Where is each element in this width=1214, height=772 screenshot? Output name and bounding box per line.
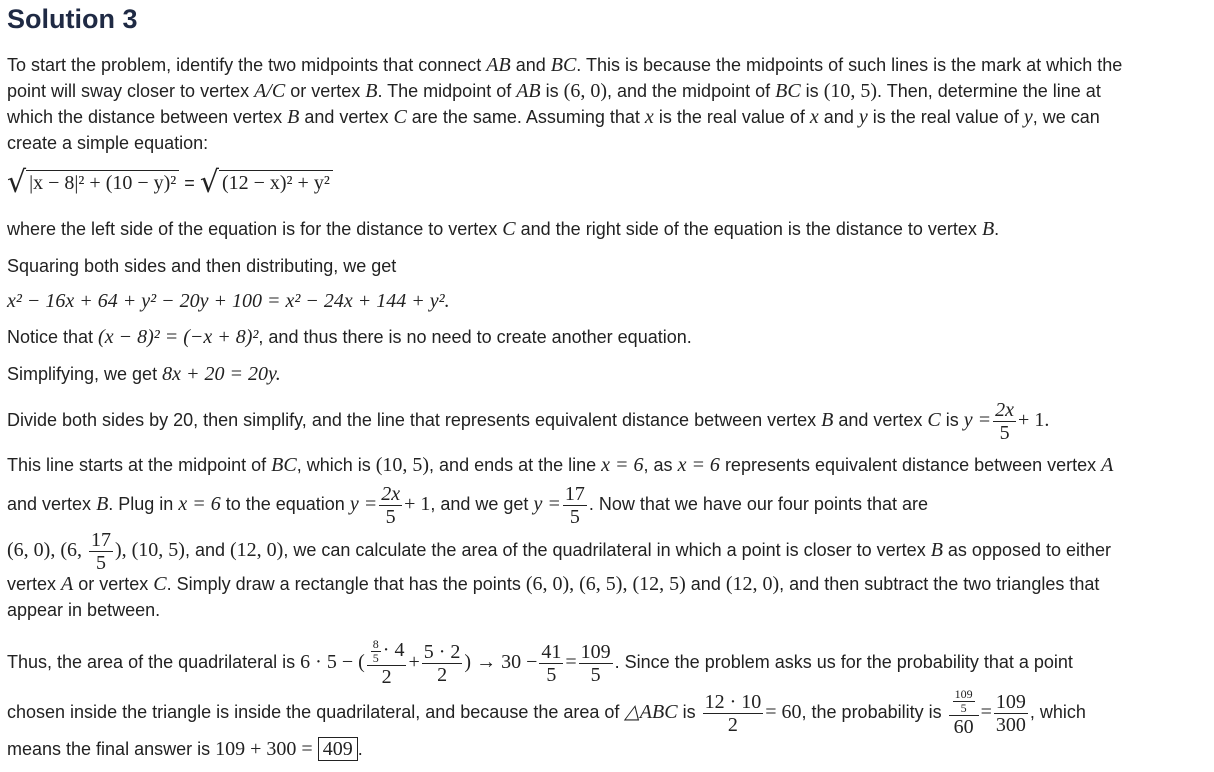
paragraph-divide [7,394,1207,446]
math-sum: 109 + 300 = [215,738,313,760]
fraction-numerator: 109 [995,690,1026,713]
fraction-denominator: 2 [381,666,392,689]
fraction-numerator: 17 [90,528,111,551]
equation-distance [7,165,1207,200]
fraction-numerator: 17 [564,482,585,505]
fraction-17-5 [563,483,587,528]
text: To start the problem, identify the two midpoints that connect [7,55,487,75]
text: Simplifying, we get [7,364,163,384]
paragraph-line-2 [7,79,1207,103]
math-b: B [96,493,109,515]
equation-expanded [7,289,1207,313]
math-plus: + [408,651,420,673]
equals-sign: = [179,173,200,193]
math-equals-60: = 60 [765,701,802,723]
fraction-numerator-rest: · 4 [382,639,405,662]
text: , which [1029,702,1086,722]
fraction-numerator: 109 [580,640,611,663]
paragraph-appear: appear in between. [7,600,161,620]
math-ac: A/C [254,80,286,102]
text: , we can [1032,107,1100,127]
text: , and the midpoint of [607,81,776,101]
text: is [677,702,701,722]
text: chosen inside the triangle is inside the quadrilateral, and because the area of [7,702,625,722]
fraction-2x-5 [993,399,1016,444]
paragraph-line-1 [7,53,1207,77]
text: or vertex [73,574,154,594]
math-bc: BC [775,80,801,102]
math-bc: BC [550,54,577,76]
math-plus-one: + 1 [404,493,431,515]
text: , as [643,455,678,475]
math-plus-one: + 1. [1018,409,1050,431]
text: is the real value of [867,107,1024,127]
paragraph-probability [7,682,1207,742]
text: to the equation [220,494,350,514]
text: point will sway closer to vertex [7,81,255,101]
math-y-equals: y = [963,409,992,431]
math-a: A [1101,454,1114,476]
math-x-equals-6: x = 6 [677,454,720,476]
math-c: C [153,573,167,595]
sqrt-left: √ |x − 8|² + (10 − y)² [7,170,179,196]
math-c: C [393,106,407,128]
fraction-numerator: 2x [995,398,1015,421]
text: where the left side of the equation is for the distance to vertex [7,219,503,239]
fraction-2x-5 [379,483,402,528]
fraction-numerator: 41 [541,640,562,663]
text: Divide both sides by 20, then simplify, and the line that represents equivalent distance between vertex [7,410,822,430]
text: which the distance between vertex [7,107,288,127]
text: or vertex [285,81,366,101]
text: , and [184,540,231,560]
text: and [818,107,859,127]
fraction-numerator: 109 [954,687,973,702]
text: and vertex [299,107,394,127]
fraction-area-triangle-1 [367,638,407,688]
text: , and thus there is no need to create another equation. [258,327,692,347]
fraction-17-5 [89,529,113,574]
math-ab: AB [486,54,511,76]
fraction-numerator: 2x [381,482,401,505]
fraction-denominator: 5 [999,421,1010,444]
text: vertex [7,574,62,594]
text: . This is because the midpoints of such lines is the mark at which the [576,55,1123,75]
math-point: (12, 0) [230,539,284,561]
text: Notice that [7,327,99,347]
text: . Plug in [108,494,179,514]
text: . [357,739,363,759]
fraction-denominator: 5 [960,701,967,716]
math-b: B [821,409,834,431]
fraction-41-5 [539,641,563,686]
paragraph-simplifying [7,362,1207,386]
text: means the final answer is [7,739,216,759]
text: , which is [296,455,376,475]
text: This line starts at the midpoint of [7,455,272,475]
math-expression: ) → 30 − [464,651,538,673]
math-point: (12, 0) [725,573,780,595]
paragraph-plug-in [7,478,1207,530]
math-midpoint-bc: (10, 5) [375,454,430,476]
math-b: B [981,218,995,240]
math-c: C [502,218,516,240]
math-points: (6, 0), (6, [7,539,87,561]
paragraph-line-4: create a simple equation: [7,133,209,153]
fraction-numerator [949,688,979,716]
math-midpoint-bc: (10, 5) [823,80,878,102]
paragraph-notice [7,325,1207,349]
math-b: B [365,80,378,102]
sqrt-right: √ (12 − x)² + y² [200,170,333,196]
text: . Simply draw a rectangle that has the points [166,574,526,594]
paragraph-squaring: Squaring both sides and then distributing, we get [7,256,397,276]
math-y-equals: y = [349,493,378,515]
text: is [540,81,564,101]
math-a: A [61,573,74,595]
text: , the probability is [801,702,947,722]
text: and [510,55,551,75]
fraction-denominator: 300 [995,713,1026,736]
paragraph-four-points [7,524,1207,576]
text: Thus, the area of the quadrilateral is [7,652,301,672]
fraction-denominator: 5 [372,651,379,666]
fraction-numerator [367,638,407,666]
math-y: y [1023,106,1033,128]
fraction-denominator: 2 [437,663,448,686]
fraction-numerator: 12 · 10 [704,690,762,713]
fraction-area-triangle-2 [422,641,463,686]
math-x: x [809,106,819,128]
sqrt-left-radicand: |x − 8|² + (10 − y)² [26,170,179,195]
paragraph-final-answer [7,737,1207,761]
fraction-denominator: 5 [590,663,601,686]
text: . Since the problem asks us for the probability that a point [614,652,1073,672]
fraction-denominator: 5 [385,505,396,528]
paragraph-rectangle [7,572,1207,596]
fraction-denominator: 2 [727,713,738,736]
math-x-equals-6: x = 6 [601,454,644,476]
math-equals: = [565,651,577,673]
solution-title: Solution 3 [7,4,138,34]
fraction-8-5 [371,638,381,665]
math-expression: 6 · 5 − ( [300,651,365,673]
text: , and then subtract the two triangles that [779,574,1100,594]
fraction-109-300 [994,691,1028,736]
math-b: B [930,539,943,561]
text: and [685,574,726,594]
fraction-numerator: 5 · 2 [423,640,461,663]
text: are the same. Assuming that [406,107,645,127]
fraction-denominator: 5 [95,551,106,574]
math-x: x [644,106,654,128]
math-expanded: x² − 16x + 64 + y² − 20y + 100 = x² − 24x + 144 + y². [7,290,450,312]
paragraph-left-right [7,217,1207,241]
paragraph-line-3 [7,105,1207,129]
math-simplified: 8x + 20 = 20y. [162,363,281,385]
math-points: ), (10, 5) [114,539,185,561]
text: . [994,219,1000,239]
text: is the real value of [653,107,810,127]
text: as opposed to either [942,540,1112,560]
math-y-equals: y = [533,493,561,515]
fraction-denominator: 5 [569,505,580,528]
text: . Now that we have our four points that are [588,494,928,514]
math-b: B [287,106,300,128]
text: and the right side of the equation is the distance to vertex [515,219,982,239]
math-bc: BC [271,454,297,476]
fraction-denominator: 5 [546,663,557,686]
fraction-numerator: 8 [372,637,379,652]
fraction-109-5 [579,641,613,686]
text: is [940,410,964,430]
math-y: y [858,106,868,128]
math-triangle-abc: △ABC [624,701,678,723]
fraction-denominator: 60 [953,716,974,739]
text: represents equivalent distance between vertex [719,455,1102,475]
math-midpoint-ab: (6, 0) [563,80,607,102]
text: and vertex [833,410,928,430]
math-square-identity: (x − 8)² = (−x + 8)² [98,326,259,348]
math-c: C [927,409,941,431]
text: . Then, determine the line at [877,81,1101,101]
sqrt-right-radicand: (12 − x)² + y² [219,170,333,195]
fraction-12-10-2 [703,691,764,736]
text: , and we get [430,494,534,514]
paragraph-line-starts [7,453,1207,477]
text: , and ends at the line [429,455,602,475]
text: is [800,81,824,101]
text: . The midpoint of [377,81,517,101]
fraction-109-5-small [953,688,975,715]
fraction-probability [949,688,979,738]
text: , we can calculate the area of the quadrilateral in which a point is closer to vertex [283,540,931,560]
math-x-equals-6: x = 6 [178,493,221,515]
math-equals: = [980,701,992,723]
math-points: (6, 0), (6, 5), (12, 5) [525,573,686,595]
math-ab: AB [516,80,541,102]
text: and vertex [7,494,97,514]
final-answer-box: 409 [318,737,358,761]
